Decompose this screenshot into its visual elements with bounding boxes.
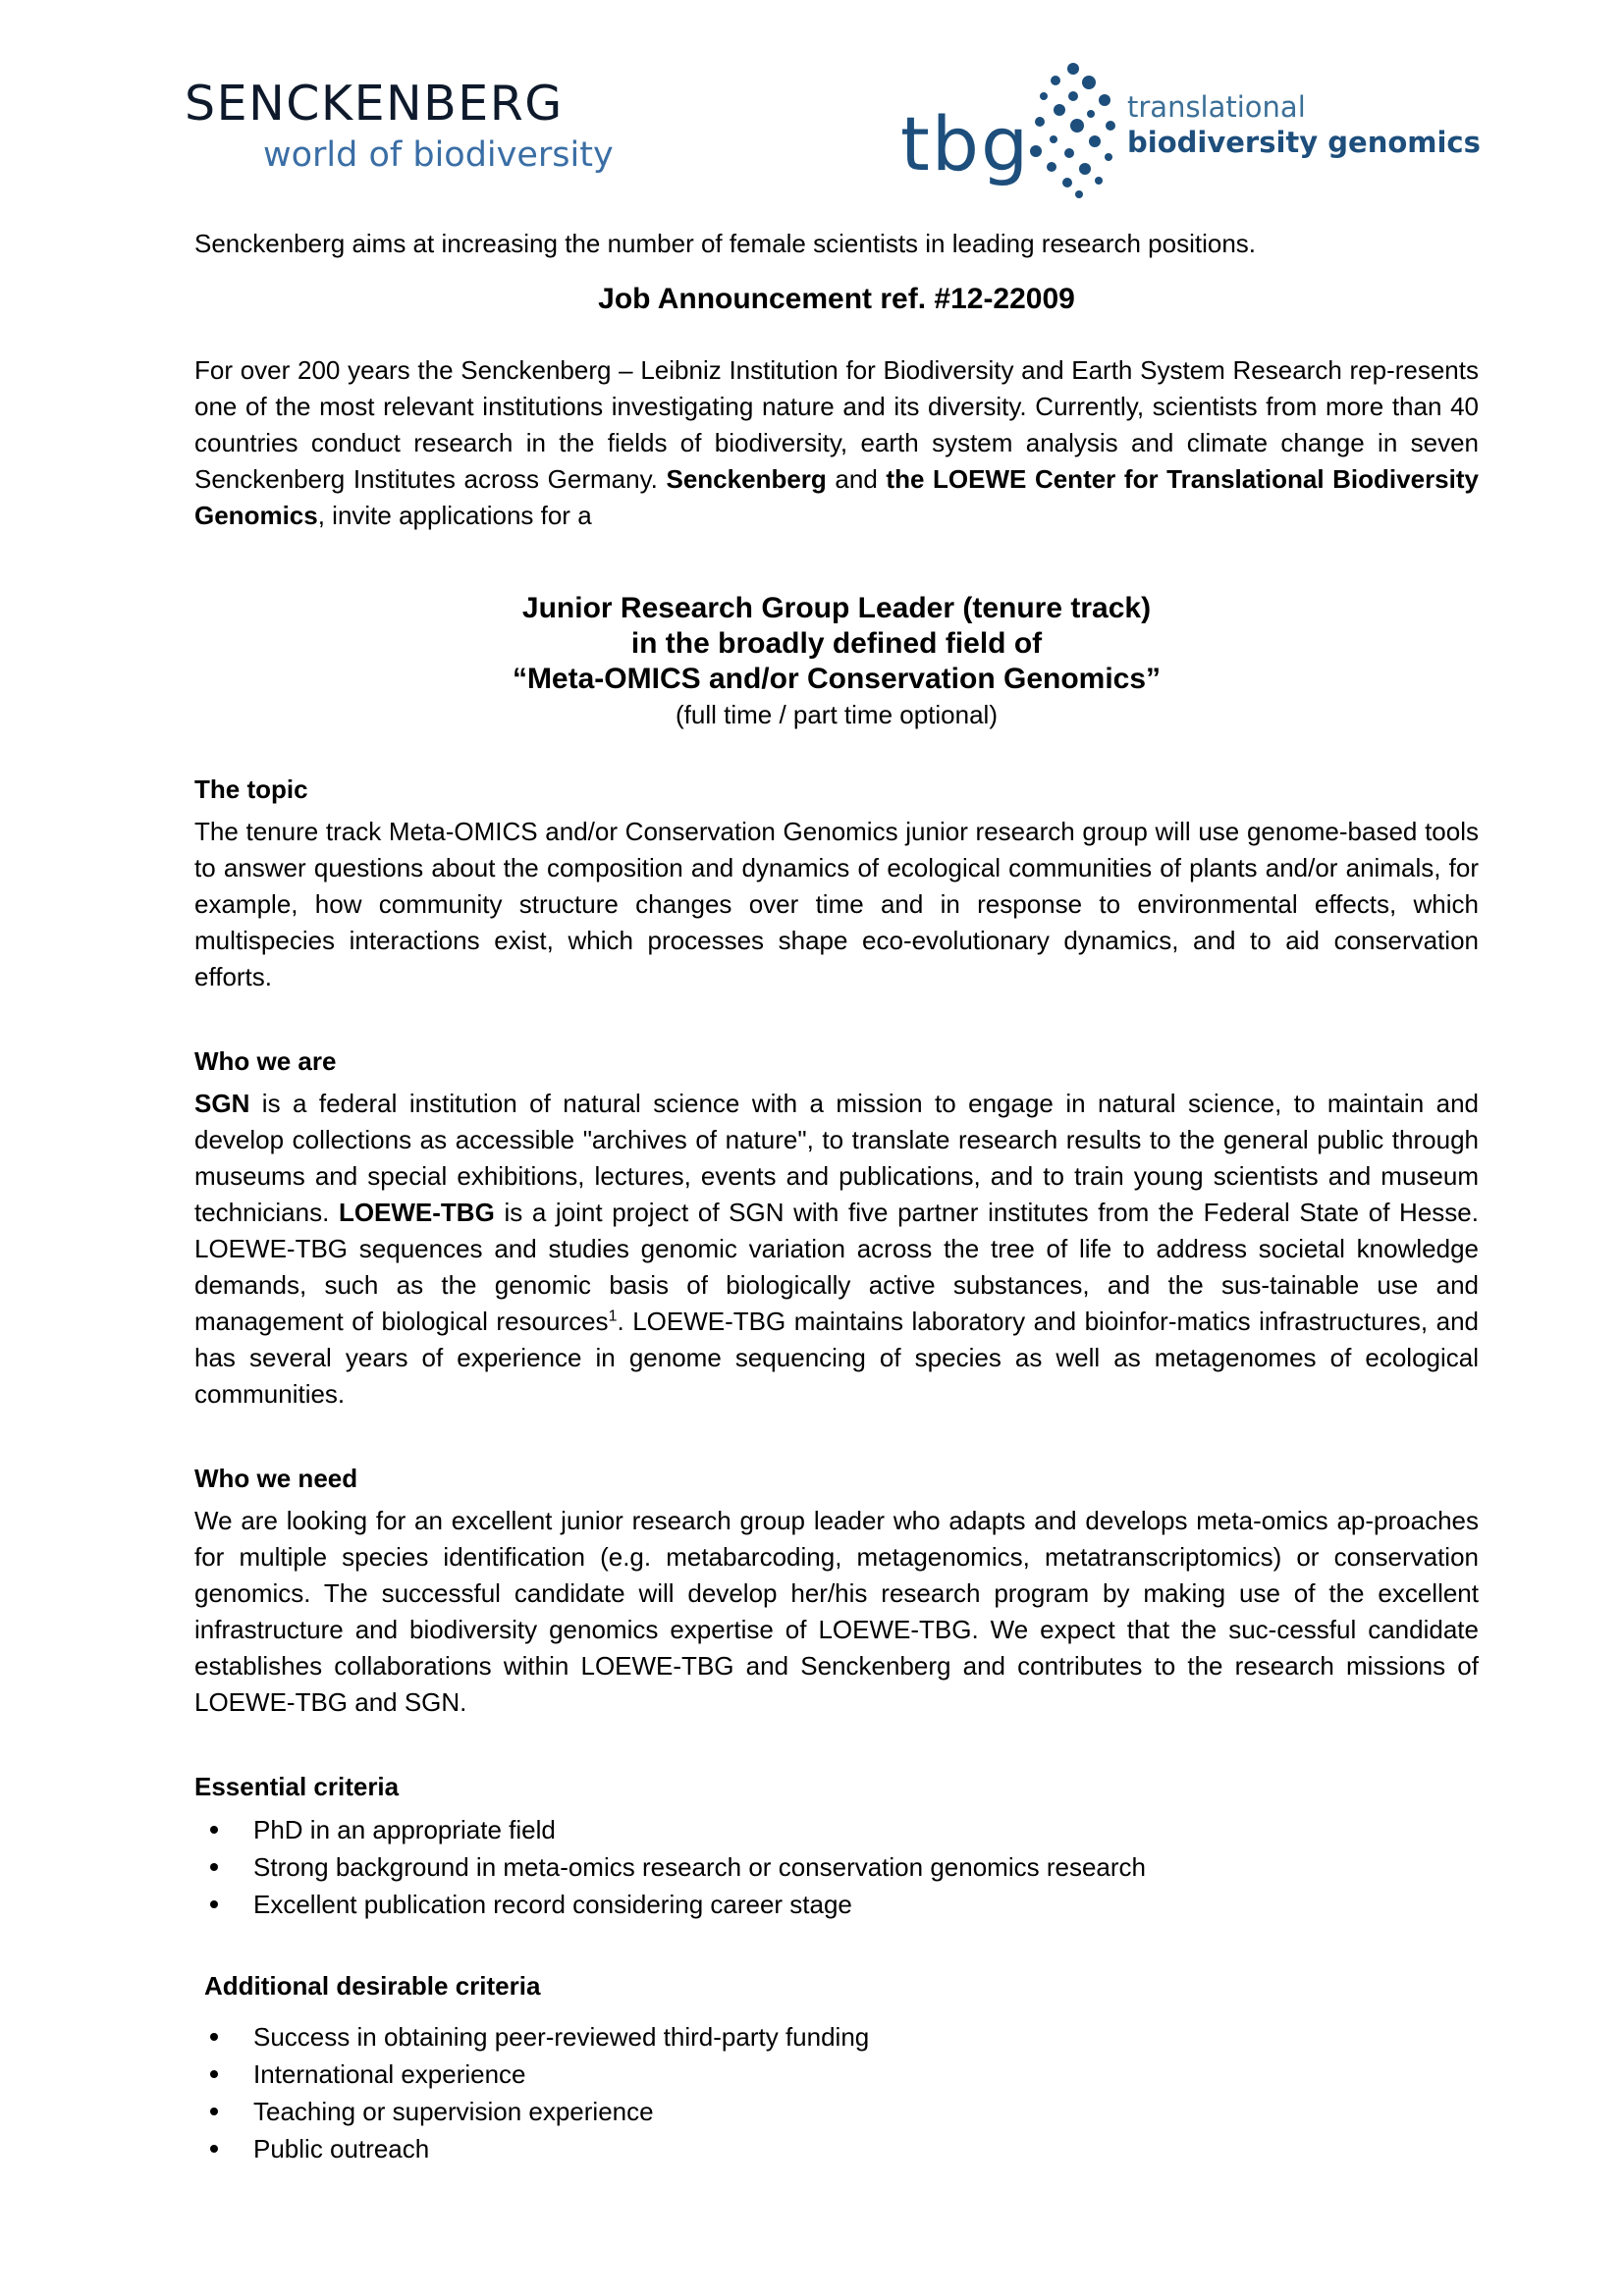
tbg-letters: tbg [900, 100, 1031, 187]
list-item: Success in obtaining peer-reviewed third-party funding [194, 2018, 1479, 2056]
position-subtitle: (full time / part time optional) [675, 700, 998, 729]
about-paragraph [194, 352, 1479, 534]
senckenberg-wordmark: SENCKENBERG [185, 76, 564, 132]
list-item: Strong background in meta-omics research or conservation genomics research [194, 1848, 1479, 1886]
list-item: Teaching or supervision experience [194, 2093, 1479, 2130]
about-text-c: , invite applications for a [317, 501, 592, 530]
position-title-line2: in the broadly defined field of [630, 627, 1043, 660]
essential-criteria-section [194, 1769, 1479, 1923]
dna-helix-dots-icon [1026, 61, 1120, 198]
essential-criteria-heading: Essential criteria [194, 1772, 400, 1801]
tbg-logo [900, 61, 1489, 198]
about-text-a: For over 200 years the Senckenberg – Leibniz Institution for Biodiversity and Earth System Research rep-resents one of the most relevant institutions investigating nature and its diversity. Currently, scientists from more than 40 countries conduct research in the fields of biodiversity, earth system analysis and climate change in seven Senckenberg Institutes across Germany. [194, 355, 1479, 494]
list-item: Excellent publication record considering career stage [194, 1886, 1479, 1923]
tbg-biodiversity-genomics-label: biodiversity genomics [1127, 126, 1481, 159]
tbg-translational-label: translational [1127, 90, 1306, 124]
list-item: PhD in an appropriate field [194, 1811, 1479, 1848]
essential-criteria-list [194, 1811, 1479, 1923]
about-bold-loewe: the LOEWE Center for Translational Biodiversity Genomics [194, 464, 1479, 530]
loewe-tbg-bold: LOEWE-TBG [338, 1198, 495, 1227]
who-we-are-text [194, 1086, 1479, 1413]
who-we-are-text-a: is a federal institution of natural science with a mission to engage in natural science, to maintain and develop collections as accessible "archives of nature", to translate research results to the general public through museums and special exhibitions, lectures, events and publications, and to train young scientists and museum technicians. [194, 1089, 1479, 1227]
who-we-are-text-b: is a joint project of SGN with five partner institutes from the Federal State of Hesse. LOEWE-TBG sequences and studies genomic variation across the tree of life to address societal knowledge demands, such as the genomic basis of biologically active substances, and the sus-tainable use and management of biological resources [194, 1198, 1479, 1336]
topic-section [194, 772, 1479, 995]
who-we-need-text: We are looking for an excellent junior research group leader who adapts and develops meta-omics ap-proaches for multiple species identification (e.g. metabarcoding, metagenomics, metatranscriptomics) or conservation genomics. The successful candidate will develop her/his research program by making use of the excellent infrastructure and biodiversity genomics expertise of LOEWE-TBG. We expect that the suc-cessful candidate establishes collaborations within LOEWE-TBG and Senckenberg and contributes to the research missions of LOEWE-TBG and SGN. [194, 1506, 1479, 1717]
who-we-are-text-c: . LOEWE-TBG maintains laboratory and bioinfor-matics infrastructures, and has several years of experience in genome sequencing of species as well as metagenomes of ecological communities. [194, 1307, 1479, 1409]
senckenberg-tagline: world of biodiversity [263, 135, 614, 175]
footnote-marker: 1 [608, 1308, 618, 1325]
position-title-line3: “Meta-OMICS and/or Conservation Genomics” [512, 663, 1162, 695]
desirable-criteria-heading: Additional desirable criteria [204, 1971, 541, 2001]
list-item: International experience [194, 2056, 1479, 2093]
sgn-bold: SGN [194, 1089, 250, 1118]
topic-heading: The topic [194, 774, 308, 804]
list-item: Public outreach [194, 2130, 1479, 2167]
about-text-b: and [835, 464, 878, 494]
senckenberg-logo [185, 77, 695, 179]
desirable-criteria-section [194, 1968, 1479, 2167]
announcement-ref: Job Announcement ref. #12-22009 [598, 283, 1075, 315]
about-bold-senckenberg: Senckenberg [666, 464, 827, 494]
who-we-need-section [194, 1461, 1479, 1721]
document-body [194, 226, 1479, 2216]
desirable-criteria-list [194, 2018, 1479, 2167]
who-we-are-heading: Who we are [194, 1046, 337, 1076]
intro-statement: Senckenberg aims at increasing the number of female scientists in leading research positions. [194, 229, 1257, 258]
who-we-are-section [194, 1043, 1479, 1413]
topic-text: The tenure track Meta-OMICS and/or Conservation Genomics junior research group will use genome-based tools to answer questions about the composition and dynamics of ecological communities of plants and/or animals, for example, how community structure changes over time and in response to environmental effects, which multispecies interactions exist, which processes shape eco-evolutionary dynamics, and to aid conservation efforts. [194, 817, 1479, 991]
position-title-line1: Junior Research Group Leader (tenure track) [521, 592, 1152, 624]
who-we-need-heading: Who we need [194, 1464, 358, 1493]
position-title [194, 591, 1479, 732]
